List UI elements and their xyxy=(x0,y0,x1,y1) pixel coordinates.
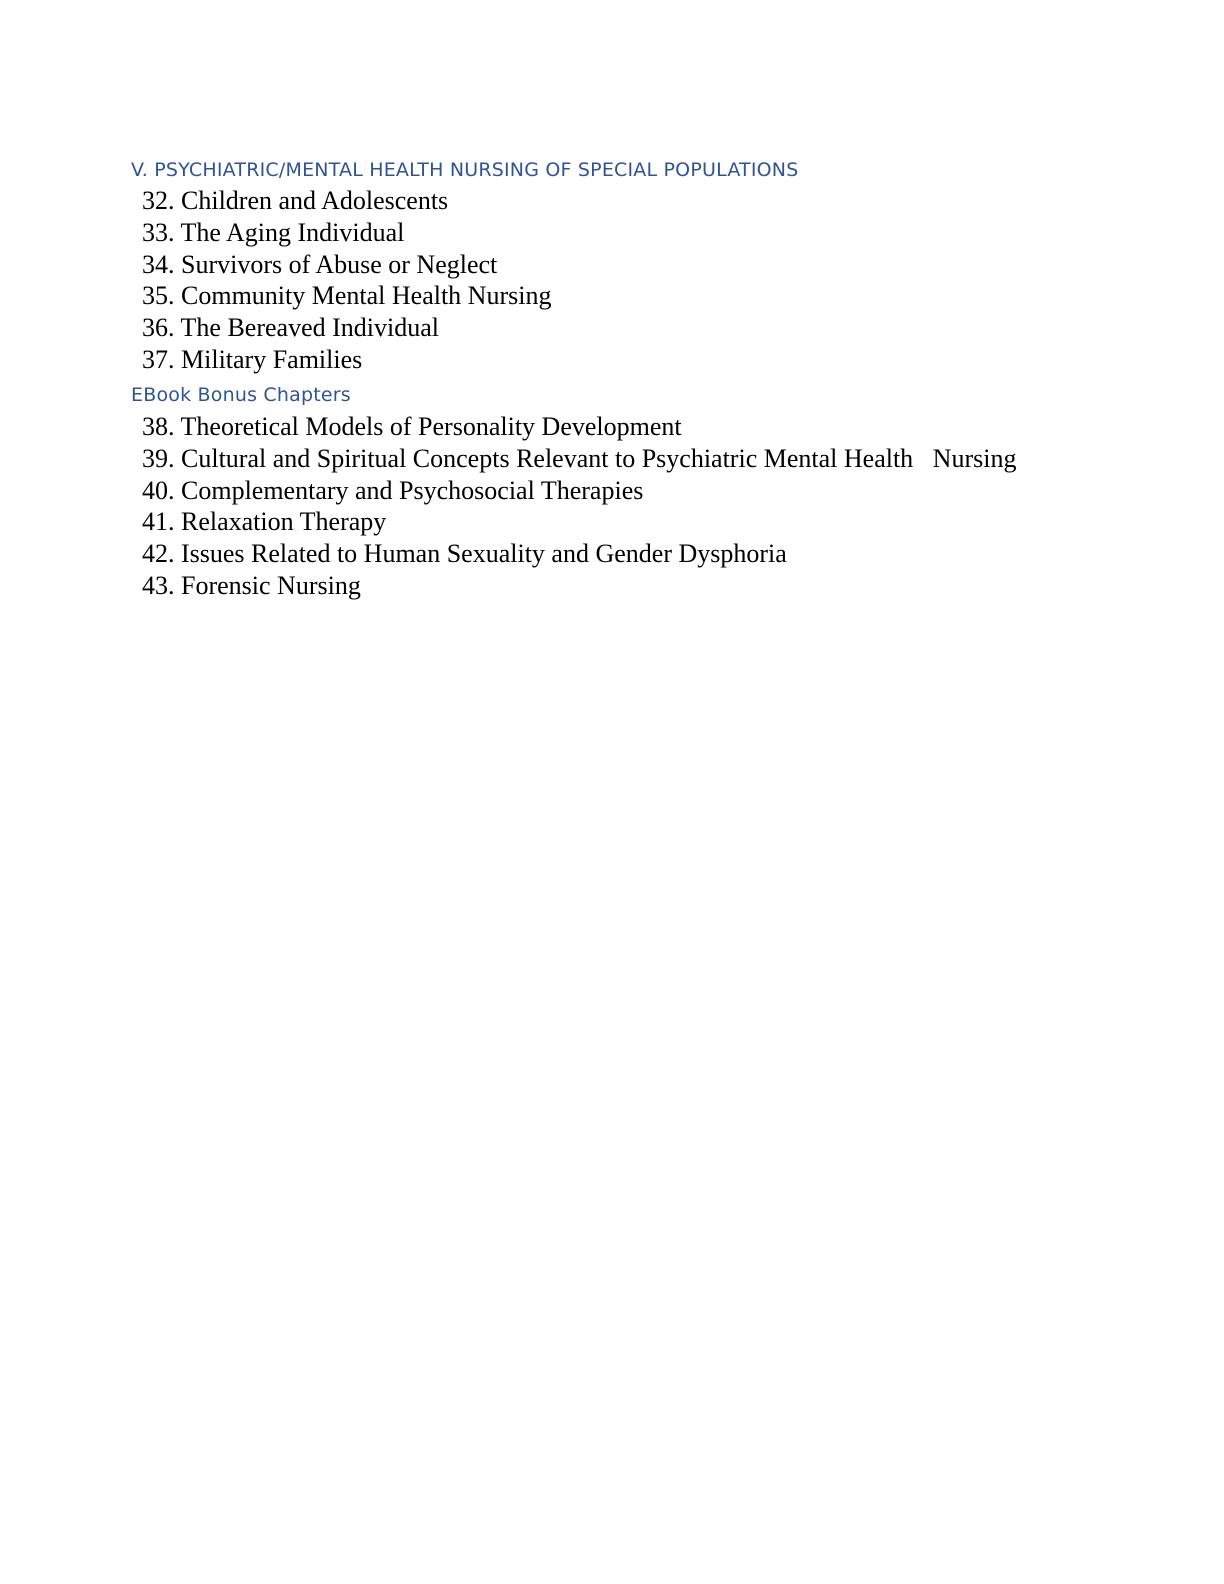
chapter-item-41 xyxy=(142,506,1016,538)
section-heading-special-populations: V. PSYCHIATRIC/MENTAL HEALTH NURSING OF SPECIAL POPULATIONS xyxy=(131,159,799,181)
chapter-title: Survivors of Abuse or Neglect xyxy=(181,249,498,279)
chapter-number: 34. xyxy=(142,249,175,279)
chapter-item-42 xyxy=(142,538,1016,570)
chapter-number: 32. xyxy=(142,186,175,215)
chapter-item-36 xyxy=(142,312,551,344)
chapter-item-34 xyxy=(142,249,551,281)
chapter-list-ebook-bonus xyxy=(142,411,1016,602)
chapter-item-33 xyxy=(142,217,551,249)
chapter-title: Issues Related to Human Sexuality and Gender Dysphoria xyxy=(181,539,787,569)
chapter-title: The Aging Individual xyxy=(180,217,405,247)
chapter-title: Community Mental Health Nursing xyxy=(181,281,552,311)
chapter-title: The Bereaved Individual xyxy=(180,313,439,343)
section-heading-ebook-bonus: EBook Bonus Chapters xyxy=(131,384,351,406)
chapter-list-special-populations xyxy=(142,185,551,376)
chapter-title: Complementary and Psychosocial Therapies xyxy=(181,475,644,505)
chapter-number: 40. xyxy=(142,475,175,505)
chapter-title: Children and Adolescents xyxy=(181,186,449,215)
chapter-number: 38. xyxy=(142,412,175,441)
chapter-item-37 xyxy=(142,344,551,376)
chapter-item-40 xyxy=(142,475,1016,507)
chapter-number: 37. xyxy=(142,344,175,374)
chapter-title: Relaxation Therapy xyxy=(181,507,387,537)
chapter-number: 41. xyxy=(142,507,175,537)
chapter-number: 35. xyxy=(142,281,175,311)
chapter-item-39 xyxy=(142,443,1016,475)
chapter-number: 33. xyxy=(142,217,175,247)
chapter-item-38 xyxy=(142,411,1016,443)
chapter-item-32 xyxy=(142,185,551,217)
chapter-title: Cultural and Spiritual Concepts Relevant to Psychiatric Mental Health Nursing xyxy=(181,443,1017,473)
chapter-number: 39. xyxy=(142,443,175,473)
chapter-title: Theoretical Models of Personality Development xyxy=(180,412,682,441)
chapter-item-43 xyxy=(142,570,1016,602)
chapter-number: 43. xyxy=(142,570,175,600)
chapter-number: 36. xyxy=(142,313,175,343)
chapter-item-35 xyxy=(142,280,551,312)
chapter-title: Military Families xyxy=(181,344,363,374)
chapter-title: Forensic Nursing xyxy=(181,570,361,600)
chapter-number: 42. xyxy=(142,539,175,569)
